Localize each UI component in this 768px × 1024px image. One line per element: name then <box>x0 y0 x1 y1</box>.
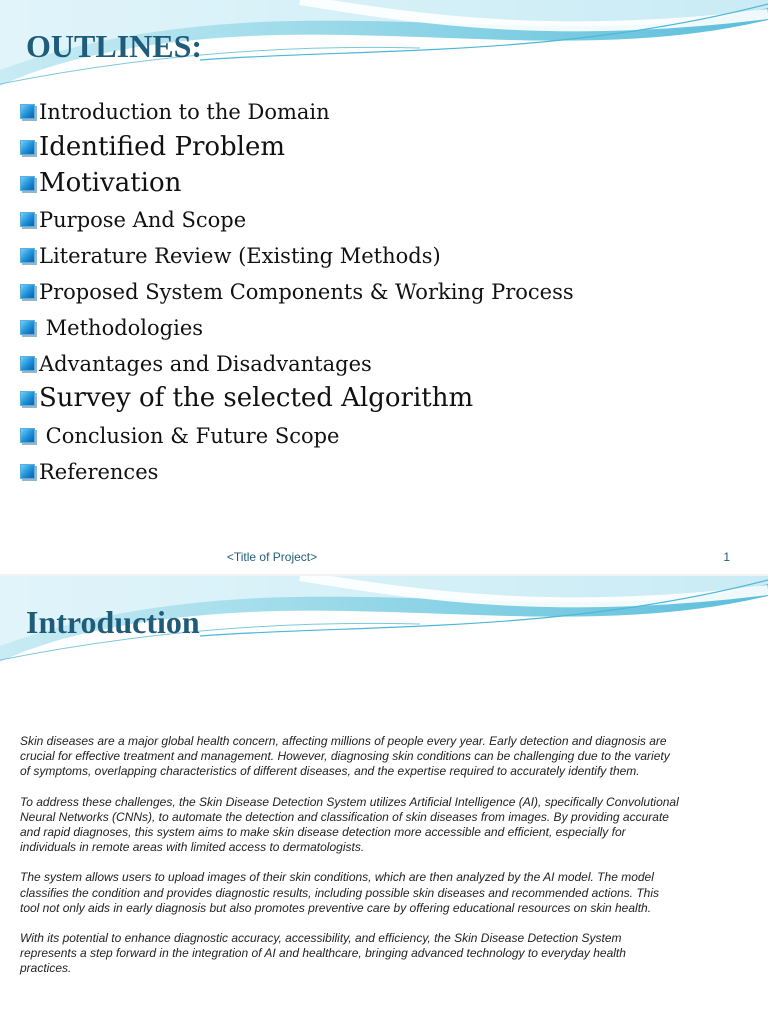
square-bullet-icon <box>20 212 35 227</box>
paragraph: Skin diseases are a major global health concern, affecting millions of people every year. Early detection and diagnosis are crucial for effective treatment and management. However, diagnosing skin conditions can be challenging due to the variety of symptoms, overlapping characteristics of different diseases, and the expertise required to accurately identify them. <box>20 734 670 779</box>
list-item: Methodologies <box>20 316 203 340</box>
square-bullet-icon <box>20 428 35 443</box>
list-item: Survey of the selected Algorithm <box>20 383 473 413</box>
list-item: Introduction to the Domain <box>20 100 330 124</box>
square-bullet-icon <box>20 320 35 335</box>
square-bullet-icon <box>20 248 35 263</box>
list-item: References <box>20 460 158 484</box>
square-bullet-icon <box>20 464 35 479</box>
paragraph: With its potential to enhance diagnostic accuracy, accessibility, and efficiency, the Skin Disease Detection System represents a step forward in the integration of AI and healthcare, bringing advanced technology to everyday health practices. <box>20 931 626 976</box>
square-bullet-icon <box>20 176 35 191</box>
page-number: 1 <box>723 550 730 564</box>
introduction-body <box>20 734 680 992</box>
square-bullet-icon <box>20 284 35 299</box>
paragraph: The system allows users to upload images of their skin conditions, which are then analyzed by the AI model. The model classifies the condition and provides diagnostic results, including possible skin diseases and recommended actions. This tool not only aids in early diagnosis but also promotes preventive care by offering educational resources on skin health. <box>20 870 660 915</box>
list-item: Identified Problem <box>20 132 285 162</box>
list-item: Advantages and Disadvantages <box>20 352 372 376</box>
square-bullet-icon <box>20 140 35 155</box>
paragraph: To address these challenges, the Skin Disease Detection System utilizes Artificial Intelligence (AI), specifically Convolutional Neural Networks (CNNs), to automate the detection and classification of skin diseases from images. By providing accurate and rapid diagnoses, this system aims to make skin disease detection more accessible and efficient, especially for individuals in remote areas with limited access to dermatologists. <box>20 794 679 855</box>
square-bullet-icon <box>20 356 35 371</box>
list-item: Literature Review (Existing Methods) <box>20 244 441 268</box>
introduction-slide <box>0 576 768 1024</box>
square-bullet-icon <box>20 391 35 406</box>
square-bullet-icon <box>20 104 35 119</box>
slide-title: OUTLINES: <box>26 28 203 64</box>
list-item: Purpose And Scope <box>20 208 246 232</box>
slide-title: Introduction <box>26 604 200 640</box>
footer-project-title: <Title of Project> <box>226 550 318 564</box>
list-item: Conclusion & Future Scope <box>20 424 339 448</box>
list-item: Proposed System Components & Working Process <box>20 280 574 304</box>
list-item: Motivation <box>20 168 181 198</box>
